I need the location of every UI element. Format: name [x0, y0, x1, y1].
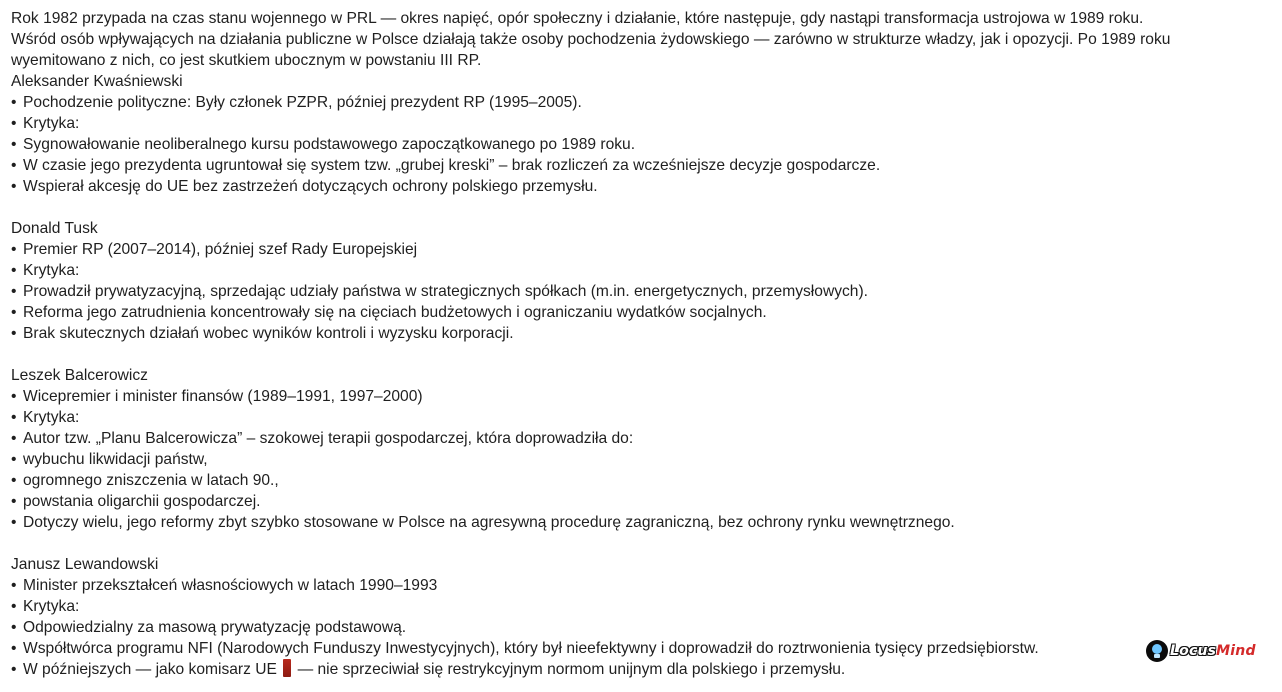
- intro-line: wyemitowano z nich, co jest skutkiem ubocznym w powstaniu III RP.: [11, 52, 482, 69]
- intro-line: Wśród osób wpływających na działania publiczne w Polsce działają także osoby pochodzenia żydowskiego — zarówno w strukturze władzy, jak i opozycji. Po 1989 roku: [11, 31, 1171, 48]
- list-item-text: Prowadził prywatyzacyjną, sprzedając udziały państwa w strategicznych spółkach (m.in. energetycznych, przemysłowych).: [23, 283, 869, 300]
- bullet-glyph: •: [11, 409, 17, 426]
- bullet-glyph: •: [11, 241, 17, 258]
- list-item: [11, 176, 1271, 197]
- bullet-glyph: •: [11, 304, 17, 321]
- bullet-glyph: •: [11, 157, 17, 174]
- list-item-text: Reforma jego zatrudnienia koncentrowały się na cięciach budżetowych i ograniczaniu wydatków socjalnych.: [23, 304, 767, 321]
- list-item: [11, 638, 1271, 659]
- list-item-text: Minister przekształceń własnościowych w latach 1990–1993: [23, 577, 438, 594]
- list-item-text: Pochodzenie polityczne: Były członek PZPR, później prezydent RP (1995–2005).: [23, 94, 582, 111]
- list-item-text: Brak skutecznych działań wobec wyników kontroli i wyzysku korporacji.: [23, 325, 514, 342]
- person-section-lewandowski: [11, 554, 1271, 680]
- bullet-list: [11, 575, 1271, 680]
- list-item: [11, 302, 1271, 323]
- bullet-glyph: •: [11, 388, 17, 405]
- list-item: [11, 386, 1271, 407]
- bullet-glyph: •: [11, 493, 17, 510]
- list-item-text: Krytyka:: [23, 409, 80, 426]
- list-item-text: Sygnowałowanie neoliberalnego kursu podstawowego zapoczątkowanego po 1989 roku.: [23, 136, 636, 153]
- list-item: [11, 449, 1271, 470]
- lightbulb-icon: [1146, 640, 1168, 662]
- list-item-text: — nie sprzeciwiał się restrykcyjnym normom unijnym dla polskiego i przemysłu.: [293, 661, 846, 678]
- bullet-glyph: •: [11, 472, 17, 489]
- list-item: [11, 470, 1271, 491]
- bullet-glyph: •: [11, 640, 17, 657]
- list-item-text: Współtwórca programu NFI (Narodowych Funduszy Inwestycyjnych), który był nieefektywny i doprowadził do roztrwonienia tysięcy przedsiębiorstw.: [23, 640, 1039, 657]
- list-item: [11, 134, 1271, 155]
- list-item-text: Krytyka:: [23, 598, 80, 615]
- bullet-glyph: •: [11, 598, 17, 615]
- bullet-glyph: •: [11, 577, 17, 594]
- list-item-text: Premier RP (2007–2014), później szef Rady Europejskiej: [23, 241, 418, 258]
- bullet-glyph: •: [11, 115, 17, 132]
- list-item: [11, 323, 1271, 344]
- bullet-glyph: •: [11, 514, 17, 531]
- list-item-text: Krytyka:: [23, 115, 80, 132]
- list-item: [11, 596, 1271, 617]
- list-item-text: powstania oligarchii gospodarczej.: [23, 493, 261, 510]
- list-item: [11, 92, 1271, 113]
- person-section-kwasniewski: [11, 71, 1271, 197]
- chat-message-body: [11, 8, 1271, 680]
- list-item-text: Wspierał akcesję do UE bez zastrzeżeń dotyczących ochrony polskiego przemysłu.: [23, 178, 598, 195]
- flag-icon: [283, 659, 291, 677]
- bullet-glyph: •: [11, 178, 17, 195]
- list-item: [11, 575, 1271, 596]
- watermark-text-part1: Locus: [1170, 643, 1217, 659]
- list-item-text: wybuchu likwidacji państw,: [23, 451, 208, 468]
- bullet-list: [11, 92, 1271, 197]
- watermark-text: [1170, 640, 1256, 662]
- list-item-text: Krytyka:: [23, 262, 80, 279]
- bullet-glyph: •: [11, 283, 17, 300]
- bullet-glyph: •: [11, 430, 17, 447]
- person-section-tusk: [11, 218, 1271, 344]
- bullet-glyph: •: [11, 94, 17, 111]
- list-item: [11, 281, 1271, 302]
- list-item-text: Autor tzw. „Planu Balcerowicza” – szokowej terapii gospodarczej, która doprowadziła do:: [23, 430, 634, 447]
- list-item: [11, 260, 1271, 281]
- intro-paragraph: [11, 8, 1271, 71]
- list-item: [11, 491, 1271, 512]
- bullet-glyph: •: [11, 136, 17, 153]
- bullet-list: [11, 386, 1271, 533]
- intro-line: Rok 1982 przypada na czas stanu wojennego w PRL — okres napięć, opór społeczny i działanie, które następuje, gdy nastąpi transformacja ustrojowa w 1989 roku.: [11, 10, 1144, 27]
- person-name: Janusz Lewandowski: [11, 556, 159, 573]
- bullet-glyph: •: [11, 661, 17, 678]
- list-item-text: ogromnego zniszczenia w latach 90.,: [23, 472, 279, 489]
- list-item-text: Dotyczy wielu, jego reformy zbyt szybko stosowane w Polsce na agresywną procedurę zagraniczną, bez ochrony rynku wewnętrznego.: [23, 514, 955, 531]
- list-item: [11, 239, 1271, 260]
- bullet-glyph: •: [11, 325, 17, 342]
- list-item-text: Odpowiedzialny za masową prywatyzację podstawową.: [23, 619, 407, 636]
- watermark-text-part2: Mind: [1216, 643, 1256, 659]
- person-name: Donald Tusk: [11, 220, 98, 237]
- bullet-list: [11, 239, 1271, 344]
- list-item-text: Wicepremier i minister finansów (1989–1991, 1997–2000): [23, 388, 423, 405]
- person-section-balcerowicz: [11, 365, 1271, 533]
- list-item: [11, 659, 1271, 680]
- list-item-text: W czasie jego prezydenta ugruntował się system tzw. „grubej kreski” – brak rozliczeń za wcześniejsze decyzje gospodarcze.: [23, 157, 881, 174]
- person-name: Leszek Balcerowicz: [11, 367, 148, 384]
- bullet-glyph: •: [11, 262, 17, 279]
- list-item-text: W późniejszych — jako komisarz UE: [23, 661, 282, 678]
- list-item: [11, 428, 1271, 449]
- list-item: [11, 407, 1271, 428]
- list-item: [11, 155, 1271, 176]
- person-name: Aleksander Kwaśniewski: [11, 73, 183, 90]
- watermark-logo: [1146, 638, 1256, 664]
- list-item: [11, 512, 1271, 533]
- bullet-glyph: •: [11, 619, 17, 636]
- list-item: [11, 113, 1271, 134]
- list-item: [11, 617, 1271, 638]
- bullet-glyph: •: [11, 451, 17, 468]
